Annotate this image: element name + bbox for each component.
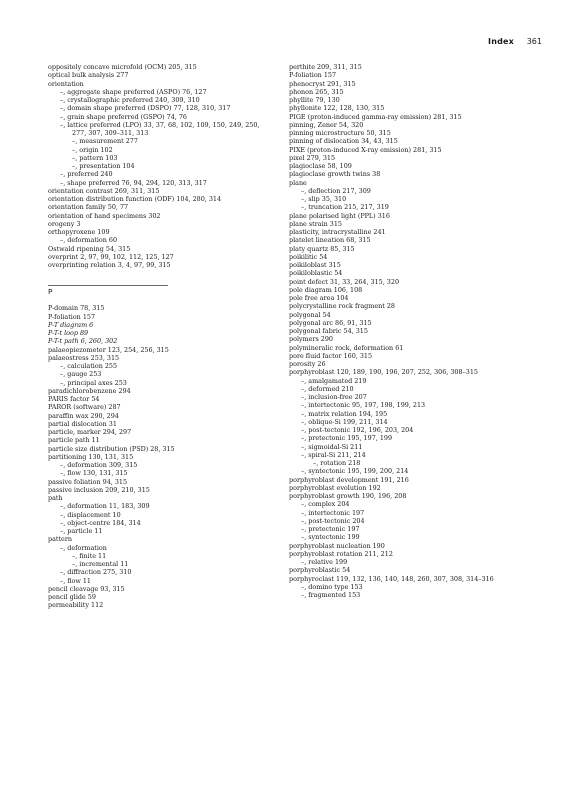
index-subentry: –, pretectonic 197 <box>301 525 360 533</box>
index-entry: P-foliation 157 <box>48 312 96 321</box>
index-entry: pinning microstructure 50, 315 <box>289 129 391 137</box>
section-letter-heading: P <box>48 285 168 296</box>
index-entry: passive foliation 94, 315 <box>48 477 128 486</box>
index-entry: overprint 2, 97, 99, 102, 112, 125, 127 <box>48 252 174 261</box>
index-entry: pencil cleavage 93, 315 <box>48 584 125 593</box>
index-entry: partitioning 130, 131, 315 <box>48 452 134 461</box>
index-entry: orientation distribution function (ODF) 104, 280, 314 <box>48 195 222 203</box>
index-entry: porphyroblast development 191, 216 <box>289 475 409 484</box>
index-entry: palaeopiezometer 123, 254, 256, 315 <box>48 345 169 354</box>
index-subentry: –, complex 204 <box>301 500 350 509</box>
index-entry: optical bulk analysis 277 <box>48 71 129 80</box>
index-entry: porphyroblast rotation 211, 212 <box>289 549 393 558</box>
index-entry: pole diagram 106, 108 <box>289 285 363 294</box>
index-subentry: –, spiral-Si 211, 214 <box>301 450 366 459</box>
index-entry: PIGE (proton-induced gamma-ray emission) 281, 315 <box>289 112 462 121</box>
index-entry: P-T diagram 6 <box>48 320 94 329</box>
index-subentry: –, gauge 253 <box>60 370 102 379</box>
index-entry: pattern <box>48 535 72 544</box>
index-subentry: –, deformation <box>60 543 107 552</box>
index-subentry: –, rotation 218 <box>313 459 361 467</box>
index-entry: Ostwald ripening 54, 315 <box>48 244 131 253</box>
index-subentry: –, deformation 309, 315 <box>60 461 138 469</box>
index-subentry: –, matrix relation 194, 195 <box>301 409 388 418</box>
index-subentry: –, preferred 240 <box>60 170 113 179</box>
index-subentry: –, particle 11 <box>60 527 103 535</box>
index-subentry: –, syntectonic 199 <box>301 533 360 542</box>
index-subentry: –, intertectonic 197 <box>301 508 365 517</box>
index-subentry: –, flow 130, 131, 315 <box>60 469 128 478</box>
index-subentry: –, grain shape preferred (GSPO) 74, 76 <box>60 112 187 121</box>
index-entry: porphyroblast 120, 189, 190, 196, 207, 252, 306, 308–315 <box>289 368 478 377</box>
index-entry: plagioclase 58, 109 <box>289 162 352 170</box>
index-subentry: –, deformed 210 <box>301 384 354 393</box>
index-entry: porphyroblast nucleation 190 <box>289 541 385 550</box>
index-entry: porphyroblastic 54 <box>289 566 351 575</box>
index-entry: poikilitic 54 <box>289 252 328 261</box>
index-subentry: –, inclusion-free 207 <box>301 393 367 401</box>
index-column-right <box>289 63 544 599</box>
index-subentry: 277, 307, 309–311, 313 <box>72 129 149 137</box>
index-subentry: –, amalgamated 219 <box>301 376 367 385</box>
index-subentry: –, diffraction 275, 310 <box>60 568 132 577</box>
index-subentry: –, finite 11 <box>72 551 107 560</box>
index-subentry: –, crystallographic preferred 240, 309, 310 <box>60 96 200 104</box>
index-entry: orientation <box>48 79 84 88</box>
index-entry: polymers 290 <box>289 335 333 344</box>
index-entry: porphyroblast growth 190, 196, 208 <box>289 492 407 500</box>
index-entry: perthite 209, 311, 315 <box>289 63 362 71</box>
index-entry: P-foliation 157 <box>289 71 337 80</box>
index-entry: paraffin wax 290, 294 <box>48 411 119 420</box>
index-entry: P-T-t loop 89 <box>48 329 89 337</box>
index-entry: particle path 11 <box>48 436 100 445</box>
index-subentry: –, pretectonic 195, 197, 199 <box>301 434 393 443</box>
index-entry: PARIS factor 54 <box>48 395 100 403</box>
index-subentry: –, flow 11 <box>60 576 92 585</box>
index-subentry: –, origin 102 <box>72 145 113 154</box>
index-entry: partial dislocation 31 <box>48 419 117 428</box>
index-entry: palaeostress 253, 315 <box>48 353 120 362</box>
index-entry: orientation family 50, 77 <box>48 203 129 212</box>
index-subentry: –, fragmented 153 <box>301 591 361 599</box>
index-entry: point defect 31, 33, 264, 315, 320 <box>289 277 400 286</box>
index-entry: phonon 265, 315 <box>289 87 344 96</box>
page-header <box>48 37 542 51</box>
index-entry: pixel 279, 315 <box>289 153 336 162</box>
section-spacer <box>48 269 284 285</box>
index-entry: polygonal arc 86, 91, 315 <box>289 318 372 327</box>
index-entry: polymineralic rock, deformation 61 <box>289 343 404 352</box>
index-entry: plasticity, intracrystalline 241 <box>289 228 386 236</box>
index-subentry: –, aggregate shape preferred (ASPO) 76, 127 <box>60 87 207 96</box>
index-subentry: –, shape preferred 76, 94, 294, 120, 313, 317 <box>60 178 207 187</box>
index-entry: particle, marker 294, 297 <box>48 428 132 436</box>
index-subentry: –, deformation 11, 183, 309 <box>60 502 150 511</box>
index-entry: phenocryst 291, 315 <box>289 79 356 88</box>
index-subentry: –, post-tectonic 204 <box>301 516 365 525</box>
index-subentry: –, lattice preferred (LPO) 33, 37, 68, 102, 109, 150, 249, 250, <box>60 120 260 129</box>
index-subentry: –, object-centre 184, 314 <box>60 518 141 527</box>
index-entry: polycrystalline rock fragment 28 <box>289 302 395 311</box>
index-entry: permeability 112 <box>48 601 104 610</box>
index-subentry: –, principal axes 253 <box>60 378 127 387</box>
index-subentry: –, measurement 277 <box>72 137 138 146</box>
index-entry: overprinting relation 3, 4, 97, 99, 315 <box>48 261 171 269</box>
index-entry: paradichlorobenzene 294 <box>48 386 131 395</box>
index-entry: plane <box>289 178 307 187</box>
index-entry: porphyroclast 119, 132, 136, 140, 148, 260, 307, 308, 314–316 <box>289 574 494 583</box>
index-entry: porphyroblast evolution 192 <box>289 483 381 492</box>
index-entry: polygonal 54 <box>289 310 331 319</box>
index-subentry: –, truncation 215, 217, 319 <box>301 203 389 212</box>
index-entry: pole free area 104 <box>289 294 349 302</box>
index-subentry: –, slip 35, 310 <box>301 195 347 203</box>
index-entry: platelet lineation 68, 315 <box>289 236 371 245</box>
index-subentry: –, relative 199 <box>301 558 348 566</box>
index-entry: orogeny 3 <box>48 219 81 228</box>
index-entry: phyllite 79, 130 <box>289 96 340 104</box>
index-entry: PAROR (software) 287 <box>48 403 121 412</box>
index-entry: path <box>48 494 63 502</box>
index-entry: poikiloblastic 54 <box>289 269 343 278</box>
index-subentry: –, syntectonic 195, 199, 200, 214 <box>301 467 409 476</box>
index-entry: pinning, Zener 54, 320 <box>289 120 364 129</box>
index-entry: P-T-t path 6, 260, 302 <box>48 337 118 346</box>
index-subentry: –, post-tectonic 192, 196, 203, 204 <box>301 426 414 434</box>
index-entry: pore fluid factor 160, 315 <box>289 351 373 360</box>
index-entry: P-domain 78, 315 <box>48 304 105 313</box>
index-subentry: –, intertectonic 95, 197, 198, 199, 213 <box>301 401 426 410</box>
index-entry: passive inclusion 209, 210, 315 <box>48 485 150 494</box>
page-number: 361 <box>526 37 542 46</box>
index-entry: pinning of dislocation 34, 43, 315 <box>289 137 398 146</box>
index-entry: PIXE (proton-induced X-ray emission) 281, 315 <box>289 145 442 154</box>
index-entry: pencil glide 59 <box>48 593 96 601</box>
index-subentry: –, calculation 255 <box>60 362 118 370</box>
index-entry: orthopyroxene 109 <box>48 228 110 236</box>
index-subentry: –, deformation 60 <box>60 236 118 245</box>
index-subentry: –, pattern 103 <box>72 153 118 162</box>
index-entry: plane strain 315 <box>289 219 342 228</box>
index-entry: porosity 26 <box>289 360 326 368</box>
index-entry: oppositely concave microfold (OCM) 205, 315 <box>48 63 197 71</box>
index-entry: plane polarised light (PPL) 316 <box>289 211 390 220</box>
index-entry: polygonal fabric 54, 315 <box>289 327 368 335</box>
index-subentry: –, oblique-Si 199, 211, 314 <box>301 417 388 426</box>
index-subentry: –, displacement 10 <box>60 510 121 519</box>
index-subentry: –, incremental 11 <box>72 560 129 568</box>
index-entry: plagioclase growth twins 38 <box>289 170 381 179</box>
index-subentry: –, deflection 217, 309 <box>301 186 371 195</box>
index-column-left <box>48 63 284 610</box>
index-entry: poikiloblast 315 <box>289 261 341 269</box>
index-entry: particle size distribution (PSD) 28, 315 <box>48 444 175 453</box>
index-subentry: –, presentation 104 <box>72 162 135 170</box>
running-head-title: Index <box>488 37 514 46</box>
index-entry: platy quartz 85, 315 <box>289 244 355 253</box>
index-entry: orientation of hand specimens 302 <box>48 211 161 220</box>
index-entry: phyllonite 122, 128, 130, 315 <box>289 104 385 113</box>
index-subentry: –, domain shape preferred (DSPO) 77, 128, 310, 317 <box>60 104 231 113</box>
index-subentry: –, domino type 153 <box>301 582 363 591</box>
index-entry: orientation contrast 269, 311, 315 <box>48 186 160 195</box>
index-subentry: –, sigmoidal-Si 211 <box>301 442 363 451</box>
